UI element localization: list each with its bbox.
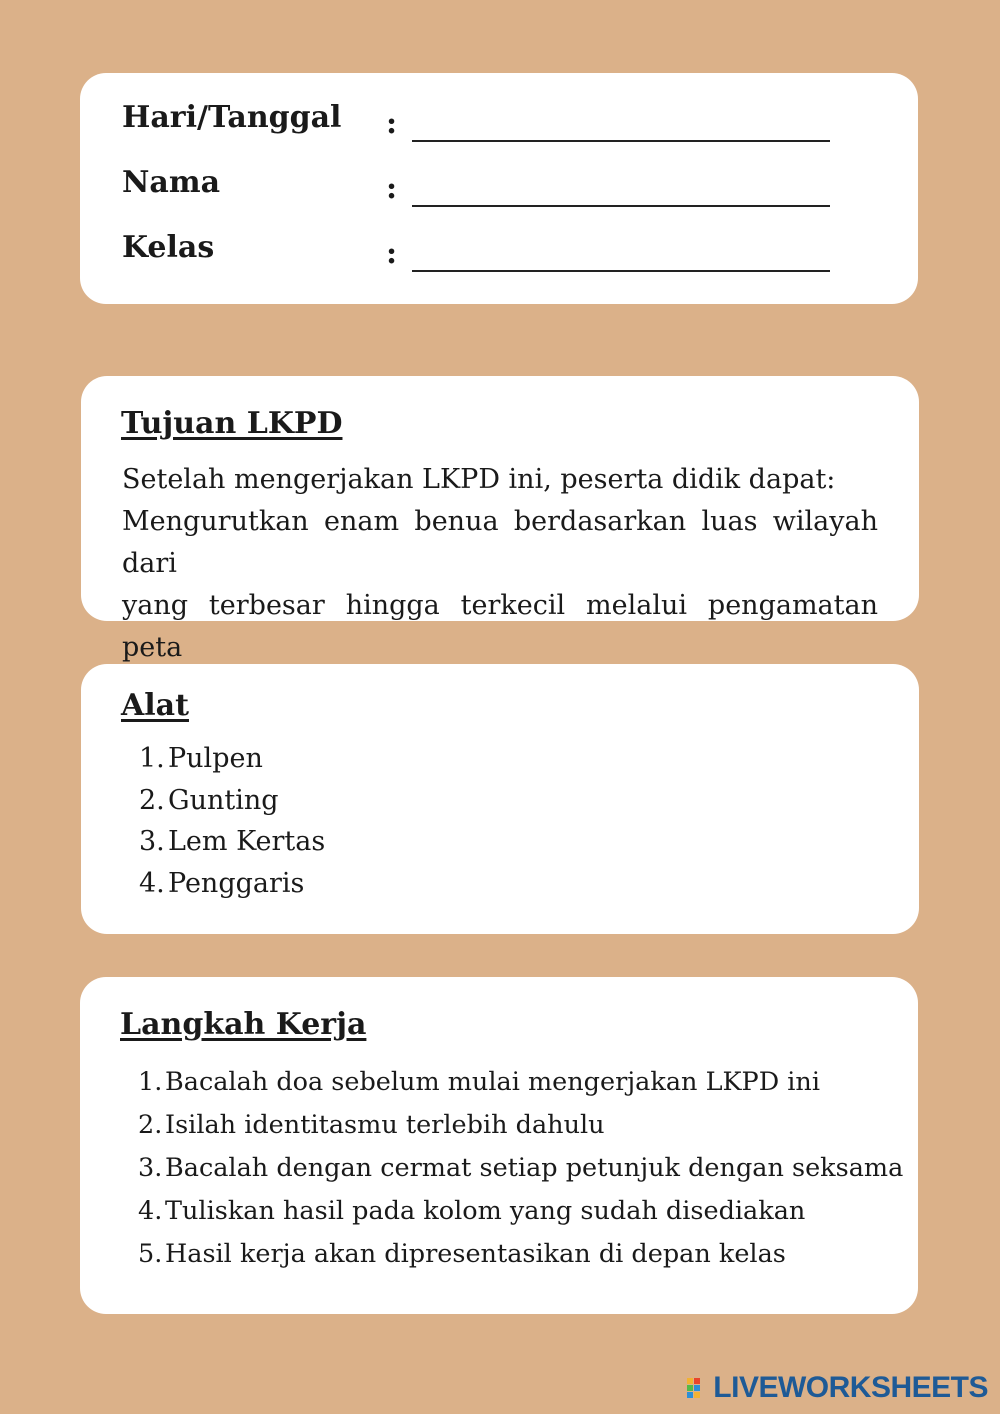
list-number: 1. bbox=[138, 1067, 163, 1097]
list-number: 3. bbox=[139, 826, 165, 857]
goal-text bbox=[122, 459, 878, 669]
tools-title: Alat bbox=[121, 688, 189, 723]
list-text: Penggaris bbox=[168, 867, 305, 899]
list-text: Bacalah doa sebelum mulai mengerjakan LKPD ini bbox=[165, 1067, 820, 1097]
list-number: 4. bbox=[139, 867, 165, 899]
list-item bbox=[138, 1233, 903, 1276]
list-number: 3. bbox=[138, 1153, 163, 1183]
list-item bbox=[138, 1147, 903, 1190]
list-item bbox=[138, 1190, 903, 1233]
list-item bbox=[139, 780, 325, 822]
list-item bbox=[139, 821, 325, 863]
list-text: Pulpen bbox=[168, 743, 263, 774]
tools-card bbox=[81, 664, 919, 934]
date-colon: : bbox=[386, 106, 398, 141]
class-colon: : bbox=[386, 236, 398, 271]
date-label: Hari/Tanggal bbox=[122, 100, 342, 135]
name-colon: : bbox=[386, 171, 398, 206]
list-text: Isilah identitasmu terlebih dahulu bbox=[165, 1110, 605, 1140]
list-item bbox=[139, 863, 325, 905]
list-text: Gunting bbox=[168, 784, 279, 816]
name-field-row bbox=[122, 165, 842, 205]
date-field-row bbox=[122, 100, 842, 140]
brand-watermark bbox=[685, 1371, 988, 1405]
list-number: 2. bbox=[139, 784, 165, 816]
list-number: 4. bbox=[138, 1196, 163, 1226]
date-input-line[interactable] bbox=[412, 140, 830, 142]
list-text: Lem Kertas bbox=[168, 826, 326, 857]
goal-card bbox=[81, 376, 919, 663]
list-item bbox=[138, 1061, 903, 1104]
identity-card bbox=[80, 73, 918, 304]
class-label: Kelas bbox=[122, 230, 215, 265]
steps-card bbox=[80, 977, 918, 1314]
list-text: Hasil kerja akan dipresentasikan di depan kelas bbox=[165, 1239, 786, 1269]
class-field-row bbox=[122, 230, 842, 270]
name-label: Nama bbox=[122, 165, 221, 200]
steps-title: Langkah Kerja bbox=[120, 1007, 367, 1042]
list-item bbox=[138, 1104, 903, 1147]
goal-line: Mengurutkan enam benua berdasarkan luas wilayah dari bbox=[122, 506, 878, 579]
brand-text: LIVEWORKSHEETS bbox=[713, 1371, 988, 1404]
tools-list bbox=[139, 738, 325, 904]
class-input-line[interactable] bbox=[412, 270, 830, 272]
list-number: 5. bbox=[138, 1239, 163, 1269]
list-item bbox=[139, 738, 325, 780]
name-input-line[interactable] bbox=[412, 205, 830, 207]
steps-list bbox=[138, 1061, 903, 1276]
liveworksheets-logo-icon bbox=[685, 1376, 709, 1400]
goal-line: Setelah mengerjakan LKPD ini, peserta didik dapat: bbox=[122, 464, 836, 495]
goal-line: yang terbesar hingga terkecil melalui pengamatan peta bbox=[122, 590, 878, 663]
list-text: Bacalah dengan cermat setiap petunjuk dengan seksama bbox=[165, 1153, 904, 1183]
list-number: 1. bbox=[139, 743, 165, 774]
list-text: Tuliskan hasil pada kolom yang sudah disediakan bbox=[165, 1196, 806, 1226]
list-number: 2. bbox=[138, 1110, 163, 1140]
goal-title: Tujuan LKPD bbox=[121, 406, 343, 441]
